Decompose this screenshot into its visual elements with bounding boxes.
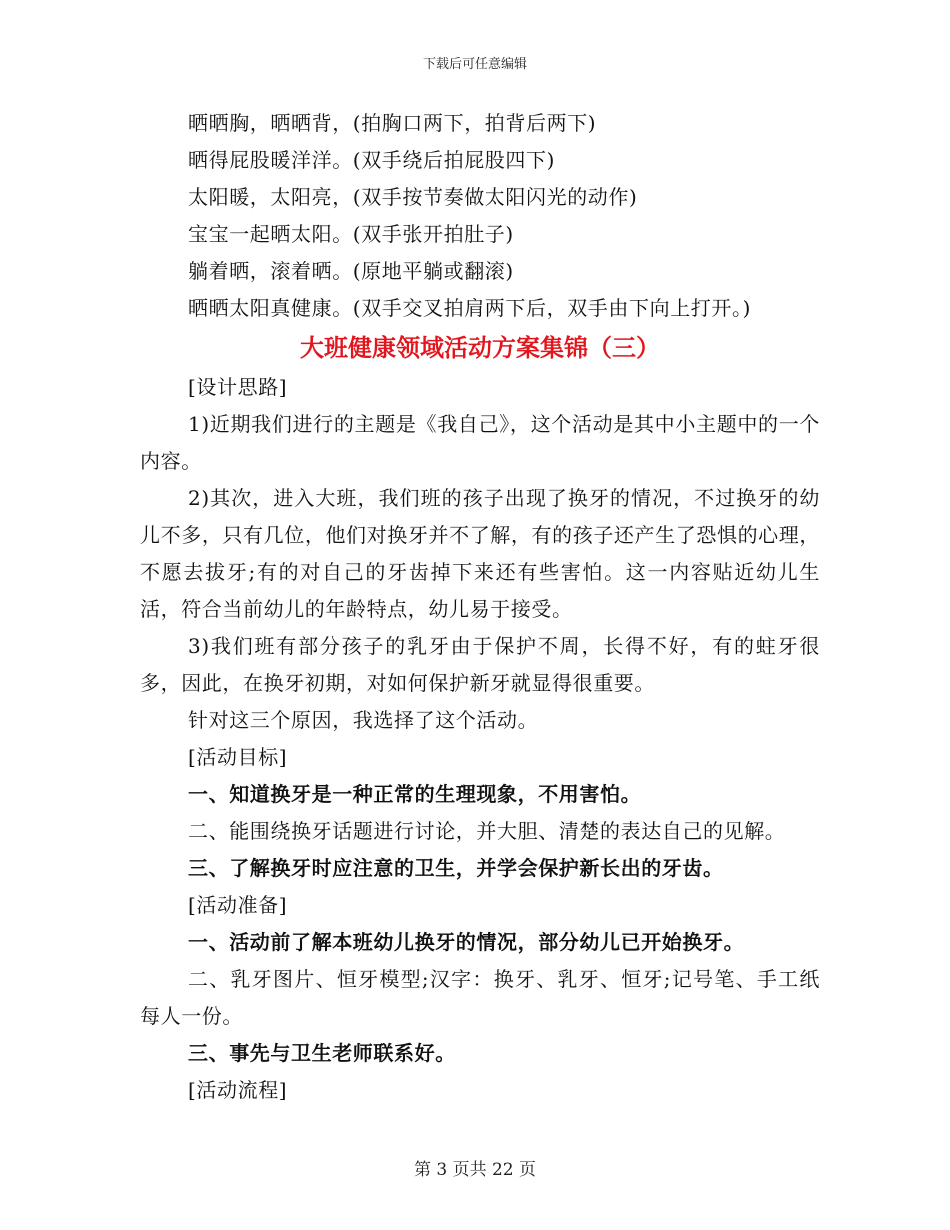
- goals-heading: [活动目标]: [188, 745, 288, 769]
- design-paragraph-4: 针对这三个原因，我选择了这个活动。: [188, 708, 539, 732]
- song-line: 晒得屁股暖洋洋。(双手绕后拍屁股四下): [188, 148, 556, 172]
- design-paragraph-1: 1)近期我们进行的主题是《我自己》，这个活动是其中小主题中的一个内容。: [140, 412, 820, 473]
- prep-item-2: 二、乳牙图片、恒牙模型;汉字：换牙、乳牙、恒牙;记号笔、手工纸每人一份。: [140, 967, 820, 1028]
- prep-heading: [活动准备]: [188, 893, 288, 917]
- page-content: [140, 105, 820, 1109]
- flow-heading: [活动流程]: [188, 1078, 288, 1102]
- design-paragraph-2: 2)其次，进入大班，我们班的孩子出现了换牙的情况，不过换牙的幼儿不多，只有几位，他们对换牙并不了解，有的孩子还产生了恐惧的心理，不愿去拔牙;有的对自己的牙齿掉下来还有些害怕。这一内容贴近幼儿生活，符合当前幼儿的年龄特点，幼儿易于接受。: [140, 486, 821, 621]
- goal-item-1: 一、知道换牙是一种正常的生理现象，不用害怕。: [188, 782, 642, 806]
- page-header: 下载后可任意编辑: [422, 57, 527, 72]
- song-line: 宝宝一起晒太阳。(双手张开拍肚子): [188, 222, 514, 246]
- goal-item-2: 二、能围绕换牙话题进行讨论，并大胆、清楚的表达自己的见解。: [188, 819, 786, 843]
- design-heading: [设计思路]: [188, 375, 288, 399]
- page-footer: 第 3 页共 22 页: [413, 1160, 537, 1180]
- design-paragraph-3: 3)我们班有部分孩子的乳牙由于保护不周，长得不好，有的蛀牙很多，因此，在换牙初期，对如何保护新牙就显得很重要。: [140, 634, 820, 695]
- section-title: 大班健康领域活动方案集锦（三）: [300, 333, 660, 362]
- goal-item-3: 三、了解换牙时应注意的卫生，并学会保护新长出的牙齿。: [188, 856, 724, 880]
- song-line: 躺着晒，滚着晒。(原地平躺或翻滚): [188, 259, 514, 283]
- song-line: 太阳暖，太阳亮，(双手按节奏做太阳闪光的动作): [188, 185, 638, 209]
- prep-item-1: 一、活动前了解本班幼儿换牙的情况，部分幼儿已开始换牙。: [188, 930, 745, 954]
- song-line: 晒晒胸，晒晒背，(拍胸口两下，拍背后两下): [188, 111, 597, 135]
- prep-item-3: 三、事先与卫生老师联系好。: [188, 1041, 456, 1065]
- song-line: 晒晒太阳真健康。(双手交叉拍肩两下后，双手由下向上打开。): [188, 296, 752, 320]
